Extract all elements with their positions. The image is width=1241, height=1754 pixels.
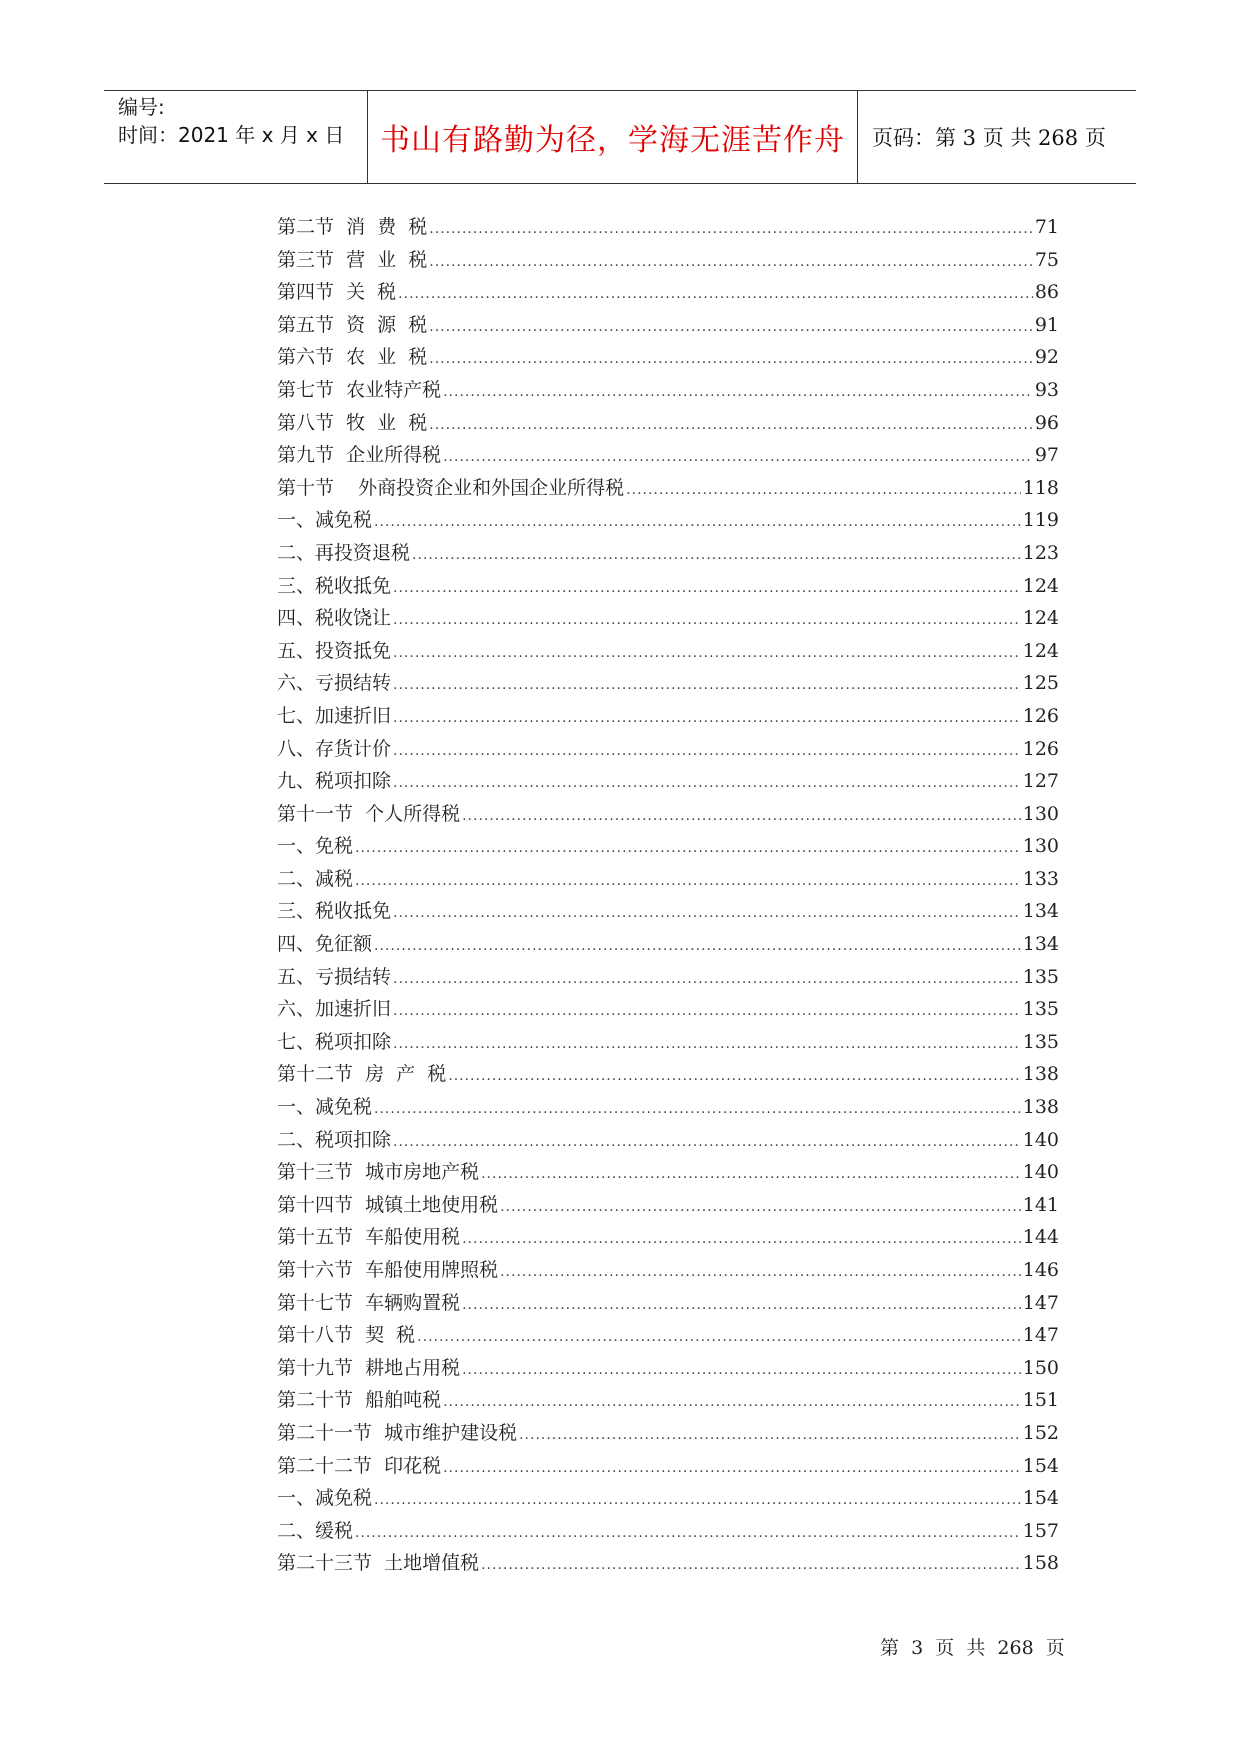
toc-entry-title: 第七节 农业特产税 — [277, 378, 442, 401]
toc-entry-title: 第二十二节 印花税 — [277, 1454, 442, 1477]
toc-entry-page: 124 — [1022, 574, 1059, 597]
toc-entry-title: 二、再投资退税 — [277, 541, 411, 564]
toc-dot-leader — [443, 384, 1033, 400]
toc-dot-leader — [481, 1557, 1021, 1573]
toc-entry[interactable] — [277, 1451, 1059, 1484]
toc-entry-title: 第十六节 车船使用牌照税 — [277, 1259, 499, 1281]
toc-entry-page: 140 — [1022, 1161, 1059, 1184]
document-time-label: 时间：2021 年 x 月 x 日 — [118, 123, 345, 147]
toc-dot-leader — [393, 710, 1021, 726]
toc-entry-title: 第二十三节 土地增值税 — [277, 1552, 480, 1575]
toc-entry-page: 97 — [1034, 444, 1059, 467]
toc-entry[interactable] — [277, 538, 1059, 571]
toc-entry-page: 91 — [1034, 313, 1059, 336]
toc-entry[interactable] — [277, 1222, 1059, 1255]
toc-dot-leader — [500, 1264, 1021, 1280]
toc-entry[interactable] — [277, 734, 1059, 767]
toc-entry-title: 第八节 牧 业 税 — [277, 411, 428, 434]
toc-entry-page: 125 — [1022, 672, 1059, 695]
toc-entry-page: 86 — [1034, 281, 1059, 304]
toc-entry-page: 154 — [1022, 1454, 1059, 1477]
toc-entry-title: 第二节 消 费 税 — [277, 216, 428, 238]
toc-entry-title: 一、减免税 — [277, 1096, 373, 1119]
toc-entry-title: 一、减免税 — [277, 1487, 373, 1510]
toc-dot-leader — [393, 1036, 1021, 1052]
toc-entry-title: 第十三节 城市房地产税 — [277, 1161, 480, 1184]
toc-entry[interactable] — [277, 212, 1059, 245]
toc-entry[interactable] — [277, 245, 1059, 278]
toc-entry[interactable] — [277, 1190, 1059, 1223]
toc-entry[interactable] — [277, 1255, 1059, 1288]
toc-entry-page: 127 — [1022, 770, 1059, 793]
toc-entry-title: 四、免征额 — [277, 933, 373, 956]
toc-dot-leader — [500, 1199, 1021, 1215]
toc-entry-page: 157 — [1022, 1519, 1059, 1542]
toc-dot-leader — [443, 1460, 1021, 1476]
toc-entry[interactable] — [277, 1548, 1059, 1581]
toc-dot-leader — [462, 1297, 1021, 1313]
toc-entry[interactable] — [277, 603, 1059, 636]
toc-entry-title: 三、税收抵免 — [277, 574, 392, 597]
toc-dot-leader — [374, 514, 1021, 530]
header-meta — [104, 91, 368, 183]
toc-entry[interactable] — [277, 896, 1059, 929]
toc-dot-leader — [481, 1166, 1021, 1182]
document-header — [104, 90, 1136, 184]
toc-entry-page: 138 — [1022, 1096, 1059, 1119]
toc-dot-leader — [393, 677, 1021, 693]
toc-entry[interactable] — [277, 1157, 1059, 1190]
header-page-label: 页码：第 3 页 共 268 页 — [872, 126, 1106, 150]
toc-entry-title: 五、投资抵免 — [277, 639, 392, 662]
toc-entry-title: 八、存货计价 — [277, 737, 392, 760]
toc-dot-leader — [374, 1492, 1021, 1508]
toc-entry[interactable] — [277, 505, 1059, 538]
toc-dot-leader — [393, 743, 1021, 759]
toc-entry[interactable] — [277, 994, 1059, 1027]
toc-entry-title: 二、税项扣除 — [277, 1128, 392, 1151]
toc-entry-title: 第九节 企业所得税 — [277, 444, 442, 467]
header-motto: 书山有路勤为径，学海无涯苦作舟 — [368, 91, 858, 183]
toc-dot-leader — [393, 905, 1021, 921]
toc-entry[interactable] — [277, 636, 1059, 669]
toc-dot-leader — [417, 1329, 1021, 1345]
toc-entry-page: 152 — [1022, 1421, 1059, 1444]
toc-dot-leader — [393, 1134, 1021, 1150]
toc-entry-page: 126 — [1022, 737, 1059, 760]
toc-entry[interactable] — [277, 408, 1059, 441]
toc-entry[interactable] — [277, 1059, 1059, 1092]
toc-dot-leader — [429, 417, 1033, 433]
toc-entry-page: 126 — [1022, 704, 1059, 727]
toc-entry-title: 第十八节 契 税 — [277, 1324, 416, 1347]
toc-dot-leader — [393, 775, 1021, 791]
toc-entry[interactable] — [277, 473, 1059, 506]
toc-entry-page: 135 — [1022, 965, 1059, 988]
toc-entry[interactable] — [277, 1027, 1059, 1060]
toc-dot-leader — [462, 808, 1021, 824]
toc-entry-title: 第十四节 城镇土地使用税 — [277, 1193, 499, 1216]
toc-entry-page: 93 — [1034, 378, 1059, 401]
toc-entry[interactable] — [277, 1385, 1059, 1418]
toc-entry-page: 123 — [1022, 541, 1059, 564]
toc-entry-title: 一、免税 — [277, 835, 354, 858]
toc-entry-title: 六、亏损结转 — [277, 672, 392, 695]
toc-entry-title: 第五节 资 源 税 — [277, 313, 428, 336]
toc-entry-title: 五、亏损结转 — [277, 965, 392, 988]
toc-entry-title: 第十二节 房 产 税 — [277, 1063, 447, 1086]
toc-entry-title: 二、减税 — [277, 867, 354, 890]
toc-dot-leader — [355, 1525, 1021, 1541]
toc-entry[interactable] — [277, 962, 1059, 995]
toc-dot-leader — [393, 612, 1021, 628]
toc-entry[interactable] — [277, 277, 1059, 310]
toc-entry-page: 138 — [1022, 1063, 1059, 1086]
toc-dot-leader — [443, 1394, 1021, 1410]
toc-entry[interactable] — [277, 1288, 1059, 1321]
toc-entry-page: 124 — [1022, 639, 1059, 662]
toc-dot-leader — [374, 938, 1021, 954]
toc-entry-page: 147 — [1022, 1291, 1059, 1314]
toc-entry-page: 151 — [1022, 1389, 1059, 1412]
toc-dot-leader — [429, 351, 1033, 367]
toc-entry[interactable] — [277, 668, 1059, 701]
toc-entry-page: 135 — [1022, 998, 1059, 1021]
toc-entry-title: 第六节 农 业 税 — [277, 346, 428, 369]
toc-entry[interactable] — [277, 1125, 1059, 1158]
table-of-contents — [277, 212, 1059, 1581]
toc-entry-page: 130 — [1022, 802, 1059, 825]
toc-entry[interactable] — [277, 1483, 1059, 1516]
toc-entry[interactable] — [277, 342, 1059, 375]
document-number-label: 编号: — [118, 95, 165, 119]
toc-entry[interactable] — [277, 1353, 1059, 1386]
toc-entry-page: 71 — [1034, 216, 1059, 238]
toc-entry-page: 158 — [1022, 1552, 1059, 1575]
toc-dot-leader — [429, 254, 1033, 270]
toc-entry-title: 四、税收饶让 — [277, 607, 392, 630]
toc-dot-leader — [626, 482, 1021, 498]
toc-dot-leader — [519, 1427, 1021, 1443]
toc-entry[interactable] — [277, 1418, 1059, 1451]
toc-dot-leader — [393, 580, 1021, 596]
toc-entry[interactable] — [277, 1516, 1059, 1549]
toc-entry-page: 147 — [1022, 1324, 1059, 1347]
toc-entry-title: 六、加速折旧 — [277, 998, 392, 1021]
toc-dot-leader — [462, 1362, 1021, 1378]
toc-dot-leader — [429, 221, 1033, 237]
page-footer: 第 3 页 共 268 页 — [880, 1637, 1065, 1659]
toc-entry-title: 七、税项扣除 — [277, 1030, 392, 1053]
toc-entry-page: 140 — [1022, 1128, 1059, 1151]
toc-dot-leader — [393, 645, 1021, 661]
toc-entry-page: 154 — [1022, 1487, 1059, 1510]
toc-dot-leader — [429, 319, 1033, 335]
toc-entry-page: 150 — [1022, 1356, 1059, 1379]
toc-entry[interactable] — [277, 831, 1059, 864]
toc-dot-leader — [355, 873, 1021, 889]
toc-entry-page: 92 — [1034, 346, 1059, 369]
toc-dot-leader — [443, 449, 1033, 465]
toc-entry[interactable] — [277, 1320, 1059, 1353]
toc-entry[interactable] — [277, 571, 1059, 604]
toc-dot-leader — [374, 1101, 1021, 1117]
toc-entry-title: 第十七节 车辆购置税 — [277, 1291, 461, 1314]
toc-entry[interactable] — [277, 310, 1059, 343]
toc-entry-page: 130 — [1022, 835, 1059, 858]
toc-entry[interactable] — [277, 1092, 1059, 1125]
toc-entry[interactable] — [277, 929, 1059, 962]
toc-entry[interactable] — [277, 701, 1059, 734]
toc-entry-page: 135 — [1022, 1030, 1059, 1053]
toc-entry-title: 三、税收抵免 — [277, 900, 392, 923]
toc-entry-page: 119 — [1022, 509, 1059, 532]
toc-dot-leader — [393, 971, 1021, 987]
toc-entry-page: 141 — [1022, 1193, 1059, 1216]
toc-entry-page: 96 — [1034, 411, 1059, 434]
toc-entry-title: 二、缓税 — [277, 1519, 354, 1542]
toc-entry-title: 七、加速折旧 — [277, 704, 392, 727]
toc-entry-page: 146 — [1022, 1259, 1059, 1281]
toc-entry-page: 134 — [1022, 933, 1059, 956]
toc-entry-title: 第二十节 船舶吨税 — [277, 1389, 442, 1412]
toc-entry-title: 第十五节 车船使用税 — [277, 1226, 461, 1249]
toc-entry-page: 144 — [1022, 1226, 1059, 1249]
toc-entry-page: 133 — [1022, 867, 1059, 890]
toc-entry[interactable] — [277, 799, 1059, 832]
toc-entry[interactable] — [277, 766, 1059, 799]
toc-dot-leader — [355, 840, 1021, 856]
toc-entry-title: 第十一节 个人所得税 — [277, 802, 461, 825]
toc-entry-page: 75 — [1034, 248, 1059, 271]
toc-dot-leader — [448, 1068, 1020, 1084]
toc-entry-page: 118 — [1022, 476, 1059, 499]
toc-entry-title: 第十九节 耕地占用税 — [277, 1356, 461, 1379]
toc-entry-page: 134 — [1022, 900, 1059, 923]
toc-entry-title: 第二十一节 城市维护建设税 — [277, 1421, 518, 1444]
toc-entry-title: 第四节 关 税 — [277, 281, 397, 304]
toc-entry[interactable] — [277, 864, 1059, 897]
toc-dot-leader — [412, 547, 1021, 563]
toc-entry-title: 第三节 营 业 税 — [277, 248, 428, 271]
toc-dot-leader — [398, 286, 1033, 302]
toc-entry-page: 124 — [1022, 607, 1059, 630]
toc-entry-title: 九、税项扣除 — [277, 770, 392, 793]
toc-dot-leader — [462, 1231, 1021, 1247]
toc-entry[interactable] — [277, 375, 1059, 408]
toc-dot-leader — [393, 1003, 1021, 1019]
toc-entry-title: 第十节 外商投资企业和外国企业所得税 — [277, 476, 625, 499]
toc-entry-title: 一、减免税 — [277, 509, 373, 532]
toc-entry[interactable] — [277, 440, 1059, 473]
